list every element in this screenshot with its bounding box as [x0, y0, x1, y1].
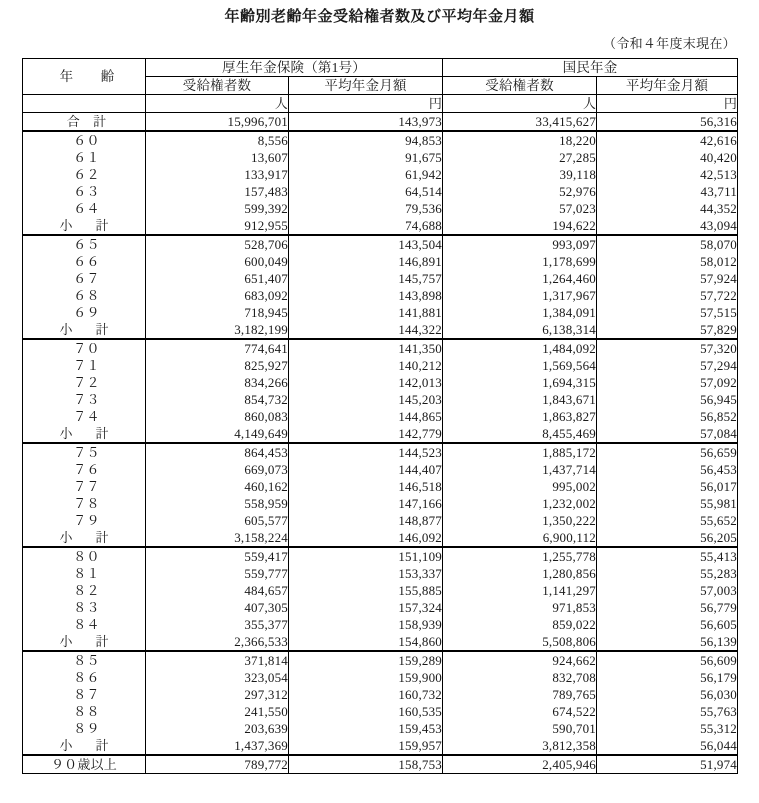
cell-kokumin-recipients: 1,694,315 [443, 374, 597, 391]
cell-kosei-recipients: 860,083 [146, 408, 289, 425]
cell-kokumin-recipients: 1,484,092 [443, 339, 597, 357]
cell-kosei-recipients: 774,641 [146, 339, 289, 357]
table-row [23, 425, 738, 443]
column-header-kosei-recipients: 受給権者数 [146, 77, 289, 95]
cell-age-label: ７３ [23, 391, 146, 408]
cell-kosei-avg-amount: 144,865 [289, 408, 443, 425]
cell-kosei-recipients: 297,312 [146, 686, 289, 703]
cell-age-label: ８６ [23, 669, 146, 686]
as-of-date: （令和４年度末現在） [602, 36, 736, 51]
cell-kosei-avg-amount: 142,013 [289, 374, 443, 391]
unit-cell-0: 人 [146, 95, 289, 113]
cell-kokumin-avg-amount: 57,003 [597, 582, 738, 599]
table-row [23, 183, 738, 200]
cell-age-label: ６４ [23, 200, 146, 217]
cell-kokumin-recipients: 1,569,564 [443, 357, 597, 374]
table-row [23, 755, 738, 774]
cell-kosei-avg-amount: 140,212 [289, 357, 443, 374]
table-row [23, 270, 738, 287]
cell-kosei-avg-amount: 144,407 [289, 461, 443, 478]
header-row-group [23, 59, 738, 77]
cell-kosei-avg-amount: 148,877 [289, 512, 443, 529]
unit-cell-3: 円 [597, 95, 738, 113]
cell-age-label: ７０ [23, 339, 146, 357]
cell-kosei-avg-amount: 157,324 [289, 599, 443, 616]
cell-kokumin-avg-amount: 55,763 [597, 703, 738, 720]
cell-kokumin-avg-amount: 57,829 [597, 321, 738, 339]
cell-kosei-recipients: 4,149,649 [146, 425, 289, 443]
cell-age-label: ６８ [23, 287, 146, 304]
cell-kosei-avg-amount: 159,289 [289, 651, 443, 669]
cell-age-label: ６２ [23, 166, 146, 183]
cell-kosei-recipients: 13,607 [146, 149, 289, 166]
cell-kosei-recipients: 133,917 [146, 166, 289, 183]
cell-kosei-avg-amount: 151,109 [289, 547, 443, 565]
cell-kosei-recipients: 854,732 [146, 391, 289, 408]
cell-kosei-recipients: 407,305 [146, 599, 289, 616]
cell-kosei-avg-amount: 145,757 [289, 270, 443, 287]
table-row [23, 443, 738, 461]
cell-kokumin-recipients: 859,022 [443, 616, 597, 633]
column-group-header-kokumin: 国民年金 [443, 59, 738, 77]
table-row [23, 737, 738, 755]
cell-age-label: ６５ [23, 235, 146, 253]
cell-kokumin-avg-amount: 55,652 [597, 512, 738, 529]
cell-kosei-avg-amount: 146,092 [289, 529, 443, 547]
table-row [23, 321, 738, 339]
cell-kosei-recipients: 559,777 [146, 565, 289, 582]
cell-kosei-avg-amount: 142,779 [289, 425, 443, 443]
cell-kosei-recipients: 203,639 [146, 720, 289, 737]
cell-age-label: ７２ [23, 374, 146, 391]
table-head [23, 59, 738, 95]
cell-kosei-recipients: 157,483 [146, 183, 289, 200]
cell-kosei-recipients: 718,945 [146, 304, 289, 321]
cell-kokumin-avg-amount: 55,283 [597, 565, 738, 582]
cell-age-label: ６１ [23, 149, 146, 166]
table-row [23, 357, 738, 374]
cell-kosei-avg-amount: 91,675 [289, 149, 443, 166]
cell-kosei-recipients: 3,182,199 [146, 321, 289, 339]
cell-age-label: ６６ [23, 253, 146, 270]
cell-kokumin-avg-amount: 56,030 [597, 686, 738, 703]
cell-age-label: 小 計 [23, 217, 146, 235]
cell-kosei-recipients: 789,772 [146, 755, 289, 774]
cell-kosei-recipients: 558,959 [146, 495, 289, 512]
table-row [23, 374, 738, 391]
cell-kokumin-recipients: 1,843,671 [443, 391, 597, 408]
cell-kokumin-recipients: 39,118 [443, 166, 597, 183]
cell-kosei-avg-amount: 160,732 [289, 686, 443, 703]
cell-age-label: ８４ [23, 616, 146, 633]
cell-kokumin-avg-amount: 56,945 [597, 391, 738, 408]
cell-kokumin-recipients: 1,863,827 [443, 408, 597, 425]
cell-kosei-recipients: 15,996,701 [146, 113, 289, 132]
table-container [0, 52, 759, 774]
table-row [23, 339, 738, 357]
table-row [23, 633, 738, 651]
cell-kosei-recipients: 241,550 [146, 703, 289, 720]
cell-kosei-avg-amount: 144,523 [289, 443, 443, 461]
cell-kosei-avg-amount: 158,753 [289, 755, 443, 774]
cell-age-label: ８０ [23, 547, 146, 565]
table-row [23, 408, 738, 425]
cell-kokumin-avg-amount: 42,513 [597, 166, 738, 183]
cell-kokumin-avg-amount: 58,070 [597, 235, 738, 253]
cell-kokumin-avg-amount: 55,312 [597, 720, 738, 737]
cell-kosei-avg-amount: 94,853 [289, 131, 443, 149]
cell-kokumin-recipients: 2,405,946 [443, 755, 597, 774]
cell-kosei-avg-amount: 141,881 [289, 304, 443, 321]
cell-kokumin-recipients: 1,317,967 [443, 287, 597, 304]
cell-kosei-recipients: 683,092 [146, 287, 289, 304]
column-header-kokumin-avg-amount: 平均年金月額 [597, 77, 738, 95]
cell-kokumin-recipients: 1,141,297 [443, 582, 597, 599]
cell-age-label: ７９ [23, 512, 146, 529]
cell-kosei-recipients: 825,927 [146, 357, 289, 374]
cell-kosei-avg-amount: 146,891 [289, 253, 443, 270]
cell-kokumin-recipients: 33,415,627 [443, 113, 597, 132]
table-row [23, 235, 738, 253]
cell-kosei-recipients: 559,417 [146, 547, 289, 565]
cell-kokumin-avg-amount: 57,515 [597, 304, 738, 321]
cell-age-label: ８９ [23, 720, 146, 737]
cell-kokumin-recipients: 993,097 [443, 235, 597, 253]
cell-kokumin-recipients: 52,976 [443, 183, 597, 200]
cell-kokumin-avg-amount: 56,779 [597, 599, 738, 616]
cell-kosei-recipients: 323,054 [146, 669, 289, 686]
cell-kosei-avg-amount: 79,536 [289, 200, 443, 217]
cell-age-label: ７１ [23, 357, 146, 374]
cell-age-label: ６９ [23, 304, 146, 321]
cell-kokumin-recipients: 57,023 [443, 200, 597, 217]
cell-kosei-recipients: 669,073 [146, 461, 289, 478]
cell-kokumin-recipients: 8,455,469 [443, 425, 597, 443]
cell-kosei-recipients: 3,158,224 [146, 529, 289, 547]
cell-age-label: ７５ [23, 443, 146, 461]
cell-age-label: ８７ [23, 686, 146, 703]
cell-age-label: ７８ [23, 495, 146, 512]
unit-row [23, 95, 738, 113]
cell-kokumin-recipients: 1,264,460 [443, 270, 597, 287]
table-row [23, 287, 738, 304]
column-header-kosei-avg-amount: 平均年金月額 [289, 77, 443, 95]
table-row [23, 200, 738, 217]
table-body [23, 95, 738, 774]
cell-kokumin-avg-amount: 56,179 [597, 669, 738, 686]
table-row [23, 113, 738, 132]
cell-kokumin-recipients: 27,285 [443, 149, 597, 166]
cell-kokumin-avg-amount: 56,139 [597, 633, 738, 651]
table-row [23, 149, 738, 166]
table-row [23, 131, 738, 149]
cell-kosei-avg-amount: 146,518 [289, 478, 443, 495]
column-header-age: 年 齢 [23, 59, 146, 95]
table-row [23, 253, 738, 270]
cell-kokumin-avg-amount: 56,205 [597, 529, 738, 547]
cell-kokumin-recipients: 590,701 [443, 720, 597, 737]
cell-age-label: ８１ [23, 565, 146, 582]
cell-kosei-recipients: 912,955 [146, 217, 289, 235]
cell-kosei-recipients: 864,453 [146, 443, 289, 461]
table-row [23, 720, 738, 737]
cell-age-label: ６０ [23, 131, 146, 149]
cell-kokumin-recipients: 6,138,314 [443, 321, 597, 339]
table-row [23, 565, 738, 582]
cell-age-label: ９０歳以上 [23, 755, 146, 774]
cell-kokumin-recipients: 18,220 [443, 131, 597, 149]
cell-kosei-avg-amount: 155,885 [289, 582, 443, 599]
cell-kosei-avg-amount: 159,957 [289, 737, 443, 755]
page-title: 年齢別老齢年金受給権者数及び平均年金月額 [224, 7, 535, 25]
cell-kosei-recipients: 651,407 [146, 270, 289, 287]
table-row [23, 391, 738, 408]
cell-kokumin-recipients: 1,255,778 [443, 547, 597, 565]
cell-kokumin-recipients: 1,350,222 [443, 512, 597, 529]
table-row [23, 217, 738, 235]
cell-kosei-recipients: 834,266 [146, 374, 289, 391]
cell-age-label: ８２ [23, 582, 146, 599]
cell-kosei-recipients: 8,556 [146, 131, 289, 149]
cell-age-label: 小 計 [23, 321, 146, 339]
cell-kokumin-recipients: 832,708 [443, 669, 597, 686]
cell-kokumin-avg-amount: 57,320 [597, 339, 738, 357]
cell-kokumin-recipients: 995,002 [443, 478, 597, 495]
cell-kosei-recipients: 371,814 [146, 651, 289, 669]
cell-kokumin-avg-amount: 55,981 [597, 495, 738, 512]
cell-kosei-avg-amount: 74,688 [289, 217, 443, 235]
cell-kosei-avg-amount: 158,939 [289, 616, 443, 633]
cell-kosei-recipients: 484,657 [146, 582, 289, 599]
cell-age-label: 小 計 [23, 425, 146, 443]
cell-kokumin-avg-amount: 40,420 [597, 149, 738, 166]
cell-kokumin-avg-amount: 56,659 [597, 443, 738, 461]
table-row [23, 529, 738, 547]
cell-kokumin-recipients: 1,437,714 [443, 461, 597, 478]
cell-kokumin-avg-amount: 56,852 [597, 408, 738, 425]
unit-cell-1: 円 [289, 95, 443, 113]
cell-kosei-recipients: 460,162 [146, 478, 289, 495]
table-row [23, 616, 738, 633]
cell-kokumin-recipients: 1,178,699 [443, 253, 597, 270]
cell-kokumin-recipients: 5,508,806 [443, 633, 597, 651]
cell-age-label: 合 計 [23, 113, 146, 132]
cell-age-label: ７７ [23, 478, 146, 495]
table-row [23, 686, 738, 703]
table-row [23, 582, 738, 599]
table-row [23, 304, 738, 321]
cell-kosei-avg-amount: 147,166 [289, 495, 443, 512]
cell-age-label: ８３ [23, 599, 146, 616]
cell-kokumin-recipients: 789,765 [443, 686, 597, 703]
cell-age-label: ８５ [23, 651, 146, 669]
cell-kosei-avg-amount: 153,337 [289, 565, 443, 582]
cell-kosei-recipients: 2,366,533 [146, 633, 289, 651]
table-row [23, 703, 738, 720]
cell-kokumin-avg-amount: 57,084 [597, 425, 738, 443]
cell-age-label: 小 計 [23, 529, 146, 547]
cell-kosei-avg-amount: 143,973 [289, 113, 443, 132]
cell-age-label: ６７ [23, 270, 146, 287]
table-row [23, 478, 738, 495]
cell-kokumin-recipients: 971,853 [443, 599, 597, 616]
cell-kosei-recipients: 600,049 [146, 253, 289, 270]
cell-kosei-recipients: 355,377 [146, 616, 289, 633]
cell-kokumin-recipients: 1,384,091 [443, 304, 597, 321]
cell-kokumin-recipients: 924,662 [443, 651, 597, 669]
cell-kokumin-avg-amount: 57,722 [597, 287, 738, 304]
cell-kosei-avg-amount: 145,203 [289, 391, 443, 408]
cell-kosei-avg-amount: 143,898 [289, 287, 443, 304]
table-row [23, 669, 738, 686]
cell-kosei-avg-amount: 159,453 [289, 720, 443, 737]
unit-cell-2: 人 [443, 95, 597, 113]
cell-kosei-avg-amount: 159,900 [289, 669, 443, 686]
cell-kosei-avg-amount: 143,504 [289, 235, 443, 253]
cell-kokumin-recipients: 674,522 [443, 703, 597, 720]
cell-kokumin-avg-amount: 56,017 [597, 478, 738, 495]
cell-kokumin-recipients: 194,622 [443, 217, 597, 235]
cell-age-label: ７４ [23, 408, 146, 425]
cell-kokumin-avg-amount: 57,294 [597, 357, 738, 374]
cell-kokumin-avg-amount: 44,352 [597, 200, 738, 217]
cell-kokumin-avg-amount: 56,044 [597, 737, 738, 755]
cell-kokumin-avg-amount: 42,616 [597, 131, 738, 149]
cell-kokumin-avg-amount: 43,094 [597, 217, 738, 235]
cell-kosei-recipients: 599,392 [146, 200, 289, 217]
cell-age-label: ８８ [23, 703, 146, 720]
unit-cell-age [23, 95, 146, 113]
cell-kokumin-avg-amount: 51,974 [597, 755, 738, 774]
cell-kokumin-avg-amount: 57,924 [597, 270, 738, 287]
table-row [23, 461, 738, 478]
table-row [23, 599, 738, 616]
cell-kokumin-avg-amount: 43,711 [597, 183, 738, 200]
cell-kosei-avg-amount: 64,514 [289, 183, 443, 200]
table-row [23, 166, 738, 183]
cell-kokumin-recipients: 1,885,172 [443, 443, 597, 461]
cell-kokumin-recipients: 6,900,112 [443, 529, 597, 547]
cell-kosei-avg-amount: 61,942 [289, 166, 443, 183]
cell-age-label: ７６ [23, 461, 146, 478]
cell-kokumin-avg-amount: 56,316 [597, 113, 738, 132]
cell-kokumin-recipients: 3,812,358 [443, 737, 597, 755]
pension-statistics-table [22, 58, 738, 774]
table-row [23, 651, 738, 669]
cell-kosei-recipients: 605,577 [146, 512, 289, 529]
cell-kokumin-recipients: 1,280,856 [443, 565, 597, 582]
cell-kokumin-avg-amount: 56,453 [597, 461, 738, 478]
table-row [23, 495, 738, 512]
cell-kosei-recipients: 528,706 [146, 235, 289, 253]
cell-kokumin-avg-amount: 56,605 [597, 616, 738, 633]
cell-kokumin-avg-amount: 55,413 [597, 547, 738, 565]
cell-age-label: 小 計 [23, 633, 146, 651]
cell-kokumin-avg-amount: 57,092 [597, 374, 738, 391]
cell-kosei-avg-amount: 160,535 [289, 703, 443, 720]
cell-kosei-recipients: 1,437,369 [146, 737, 289, 755]
cell-kosei-avg-amount: 144,322 [289, 321, 443, 339]
cell-age-label: 小 計 [23, 737, 146, 755]
cell-kosei-avg-amount: 141,350 [289, 339, 443, 357]
cell-kokumin-avg-amount: 56,609 [597, 651, 738, 669]
table-row [23, 512, 738, 529]
cell-kokumin-recipients: 1,232,002 [443, 495, 597, 512]
cell-kokumin-avg-amount: 58,012 [597, 253, 738, 270]
column-header-kokumin-recipients: 受給権者数 [443, 77, 597, 95]
table-row [23, 547, 738, 565]
cell-kosei-avg-amount: 154,860 [289, 633, 443, 651]
cell-age-label: ６３ [23, 183, 146, 200]
column-group-header-kosei: 厚生年金保険（第1号） [146, 59, 443, 77]
